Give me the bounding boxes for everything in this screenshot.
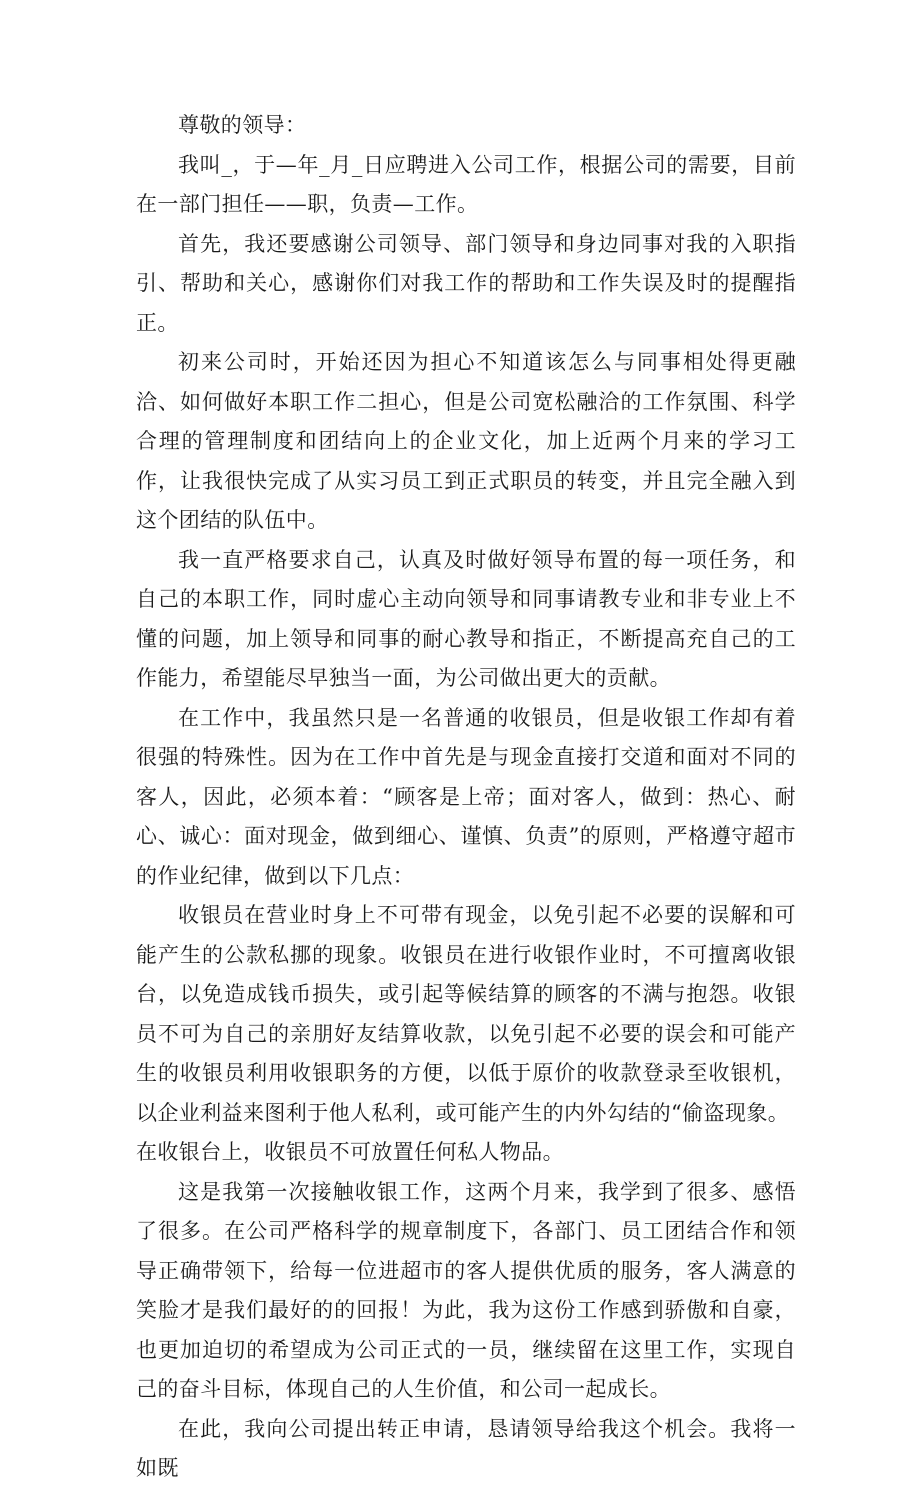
paragraph-introduction: 我叫_，于—年_月_日应聘进入公司工作，根据公司的需要，目前在一部门担任——职，负责—工作。 <box>136 152 796 216</box>
paragraph-thanks: 首先，我还要感谢公司领导、部门领导和身边同事对我的入职指引、帮助和关心，感谢你们对我工作的帮助和工作失误及时的提醒指正。 <box>136 231 796 335</box>
paragraph-cashier-rules: 收银员在营业时身上不可带有现金，以免引起不必要的误解和可能产生的公款私挪的现象。收银员在进行收银作业时，不可擅离收银台，以免造成钱币损失，或引起等候结算的顾客的不满与抱怨。收银员不可为自己的亲朋好友结算收款，以免引起不必要的误会和可能产生的收银员利用收银职务的方便，以低于原价的收款登录至收银机，以企业利益来图利于他人私利，或可能产生的内外勾结的“偷盗现象。 <box>136 903 796 1125</box>
letter-body <box>136 106 796 1489</box>
paragraph-reflection: 这是我第一次接触收银工作，这两个月来，我学到了很多、感悟了很多。在公司严格科学的规章制度下，各部门、员工团结合作和领导正确带领下，给每一位进超市的客人提供优质的服务，客人满意的笑脸才是我们最好的的回报！为此，我为这份工作感到骄傲和自豪，也更加迫切的希望成为公司正式的一员，继续留在这里工作，实现自己的奋斗目标，体现自己的人生价值，和公司一起成长。 <box>136 1179 796 1401</box>
paragraph-arrival: 初来公司时，开始还因为担心不知道该怎么与同事相处得更融洽、如何做好本职工作二担心，但是公司宽松融洽的工作氛围、科学合理的管理制度和团结向上的企业文化，加上近两个月来的学习工作，让我很快完成了从实习员工到正式职员的转变，并且完全融入到这个团结的队伍中。 <box>136 350 796 532</box>
paragraph-application: 在此，我向公司提出转正申请，恳请领导给我这个机会。我将一如既 <box>136 1416 796 1480</box>
paragraph-no-personal-items: 在收银台上，收银员不可放置任何私人物品。 <box>136 1140 564 1164</box>
paragraph-self-discipline: 我一直严格要求自己，认真及时做好领导布置的每一项任务，和自己的本职工作，同时虚心主动向领导和同事请教专业和非专业上不懂的问题，加上领导和同事的耐心教导和指正，不断提高充自己的工作能力，希望能尽早独当一面，为公司做出更大的贡献。 <box>136 547 796 690</box>
paragraph-cashier-work: 在工作中，我虽然只是一名普通的收银员，但是收银工作却有着很强的特殊性。因为在工作中首先是与现金直接打交道和面对不同的客人，因此，必须本着：“顾客是上帝；面对客人，做到：热心、耐心、诚心：面对现金，做到细心、谨慎、负责”的原则，严格遵守超市的作业纪律，做到以下几点： <box>136 705 796 888</box>
salutation: 尊敬的领导： <box>178 113 307 137</box>
